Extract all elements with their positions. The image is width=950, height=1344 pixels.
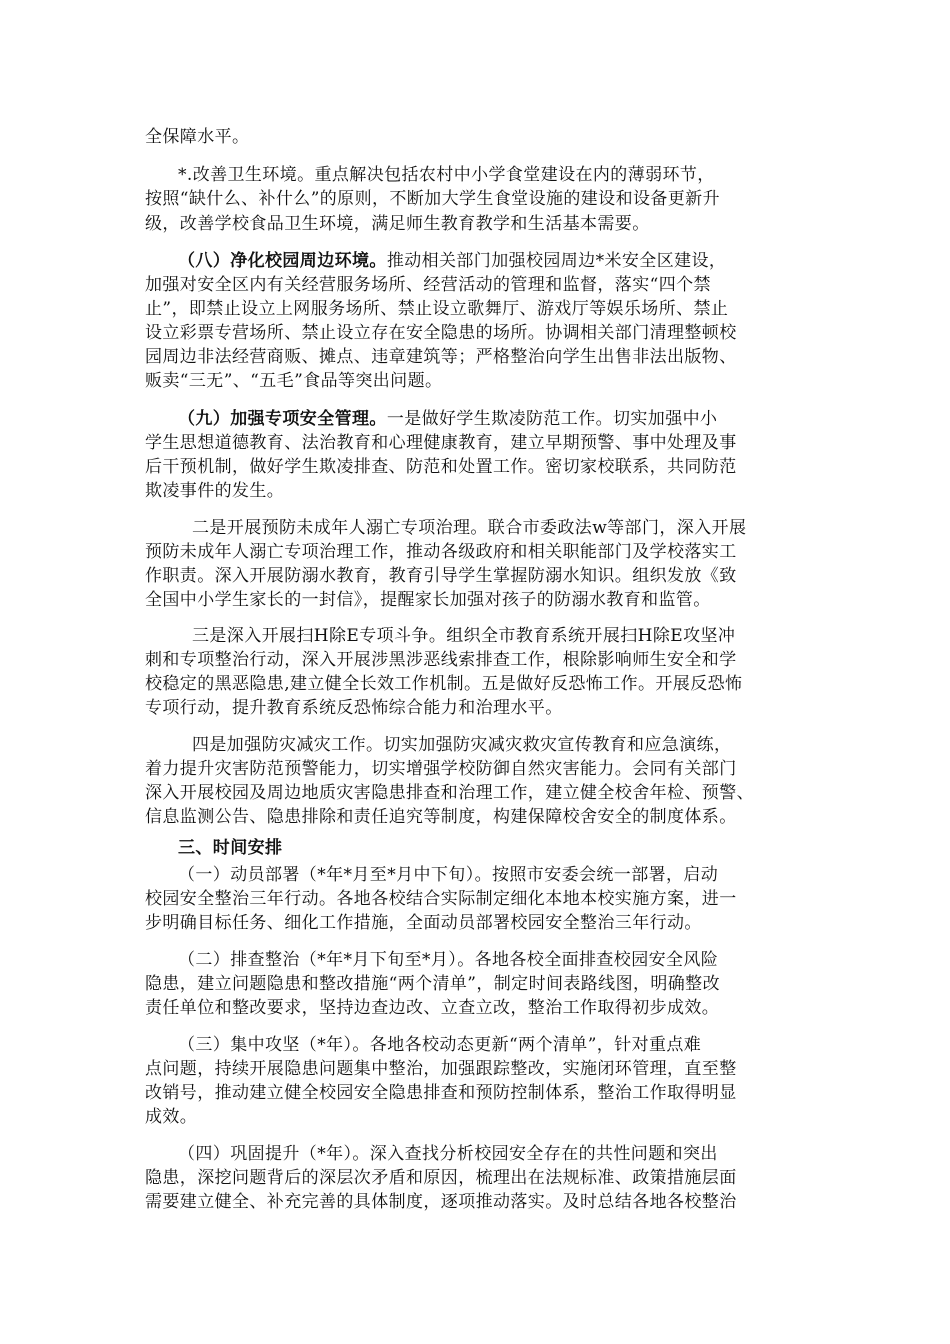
text-line: 需要建立健全、补充完善的具体制度，逐项推动落实。及时总结各地各校整治 bbox=[145, 1192, 737, 1212]
text-line: 二是开展预防未成年人溺亡专项治理。联合市委政法w等部门，深入开展 bbox=[192, 518, 747, 538]
text-line: 止”，即禁止设立上网服务场所、禁止设立歌舞厅、游戏厅等娱乐场所、禁止 bbox=[145, 299, 729, 319]
text-line: 专项行动，提升教育系统反恐怖综合能力和治理水平。 bbox=[145, 698, 563, 718]
text-line: 信息监测公告、隐患排除和责任追究等制度，构建保障校舍安全的制度体系。 bbox=[145, 807, 737, 827]
text-line: 后干预机制，做好学生欺凌排查、防范和处置工作。密切家校联系，共同防范 bbox=[145, 457, 737, 477]
text-line: 责任单位和整改要求，坚持边查边改、立查立改，整治工作取得初步成效。 bbox=[145, 998, 720, 1018]
text-line: *.改善卫生环境。重点解决包括农村中小学食堂建设在内的薄弱环节， bbox=[178, 165, 715, 185]
text-line: 点问题，持续开展隐患问题集中整治，加强跟踪整改，实施闭环管理，直至整 bbox=[145, 1059, 737, 1079]
text-line: 隐患，深挖问题背后的深层次矛盾和原因，梳理出在法规标准、政策措施层面 bbox=[145, 1168, 737, 1188]
text-line: 着力提升灾害防范预警能力，切实增强学校防御自然灾害能力。会同有关部门 bbox=[145, 759, 737, 779]
text-line: 改销号，推动建立健全校园安全隐患排查和预防控制体系，整治工作取得明显 bbox=[145, 1083, 737, 1103]
text-line: 贩卖“三无”、“五毛”食品等突出问题。 bbox=[145, 371, 443, 391]
text-line: （四）巩固提升（*年）。深入查找分析校园安全存在的共性问题和突出 bbox=[178, 1144, 718, 1164]
text-line: 园周边非法经营商贩、摊点、违章建筑等；严格整治向学生出售非法出版物、 bbox=[145, 347, 737, 367]
text-line: 学生思想道德教育、法治教育和心理健康教育，建立早期预警、事中处理及事 bbox=[145, 433, 737, 453]
text-line: 成效。 bbox=[145, 1107, 198, 1127]
text-line: 隐患，建立问题隐患和整改措施“两个清单”，制定时间表路线图，明确整改 bbox=[145, 974, 720, 994]
paragraph-line bbox=[178, 249, 726, 273]
section-heading-time-schedule: 三、时间安排 bbox=[178, 838, 283, 858]
section-heading-9: （九）加强专项安全管理。 bbox=[178, 409, 387, 429]
text-span: 推动相关部门加强校园周边*米安全区建设， bbox=[386, 251, 727, 271]
text-line: 三是深入开展扫H除E专项斗争。组织全市教育系统开展扫H除E攻坚冲 bbox=[192, 626, 736, 646]
text-line: 刺和专项整治行动，深入开展涉黑涉恶线索排查工作，根除影响师生安全和学 bbox=[145, 650, 737, 670]
text-line: （一）动员部署（*年*月至*月中下旬）。按照市安委会统一部署，启动 bbox=[178, 865, 719, 885]
text-line: 全国中小学生家长的一封信》，提醒家长加强对孩子的防溺水教育和监管。 bbox=[145, 590, 711, 610]
text-line: 全保障水平。 bbox=[145, 127, 250, 147]
section-heading-8: （八）净化校园周边环境。 bbox=[178, 251, 387, 271]
text-line: （二）排查整治（*年*月下旬至*月）。各地各校全面排查校园安全风险 bbox=[178, 950, 719, 970]
text-line: 校园安全整治三年行动。各地各校结合实际制定细化本地本校实施方案，进一 bbox=[145, 889, 737, 909]
text-line: 作职责。深入开展防溺水教育，教育引导学生掌握防溺水知识。组织发放《致 bbox=[145, 566, 737, 586]
text-line: 步明确目标任务、细化工作措施，全面动员部署校园安全整治三年行动。 bbox=[145, 913, 702, 933]
text-line: 预防未成年人溺亡专项治理工作，推动各级政府和相关职能部门及学校落实工 bbox=[145, 542, 737, 562]
text-line: 深入开展校园及周边地质灾害隐患排查和治理工作，建立健全校舍年检、预警、 bbox=[145, 783, 754, 803]
text-span: 一是做好学生欺凌防范工作。切实加强中小 bbox=[386, 409, 718, 429]
text-line: 加强对安全区内有关经营服务场所、经营活动的管理和监督，落实“四个禁 bbox=[145, 275, 711, 295]
text-line: （三）集中攻坚（*年）。各地各校动态更新“两个清单”，针对重点难 bbox=[178, 1035, 702, 1055]
text-line: 按照“缺什么、补什么”的原则，不断加大学生食堂设施的建设和设备更新升 bbox=[145, 189, 720, 209]
text-line: 欺凌事件的发生。 bbox=[145, 481, 285, 501]
text-line: 四是加强防灾减灾工作。切实加强防灾减灾救灾宣传教育和应急演练， bbox=[192, 735, 732, 755]
text-line: 设立彩票专营场所、禁止设立存在安全隐患的场所。协调相关部门清理整顿校 bbox=[145, 323, 737, 343]
paragraph-line bbox=[178, 407, 717, 431]
text-line: 校稳定的黑恶隐患,建立健全长效工作机制。五是做好反恐怖工作。开展反恐怖 bbox=[145, 674, 743, 694]
text-line: 级，改善学校食品卫生环境，满足师生教育教学和生活基本需要。 bbox=[145, 214, 650, 234]
